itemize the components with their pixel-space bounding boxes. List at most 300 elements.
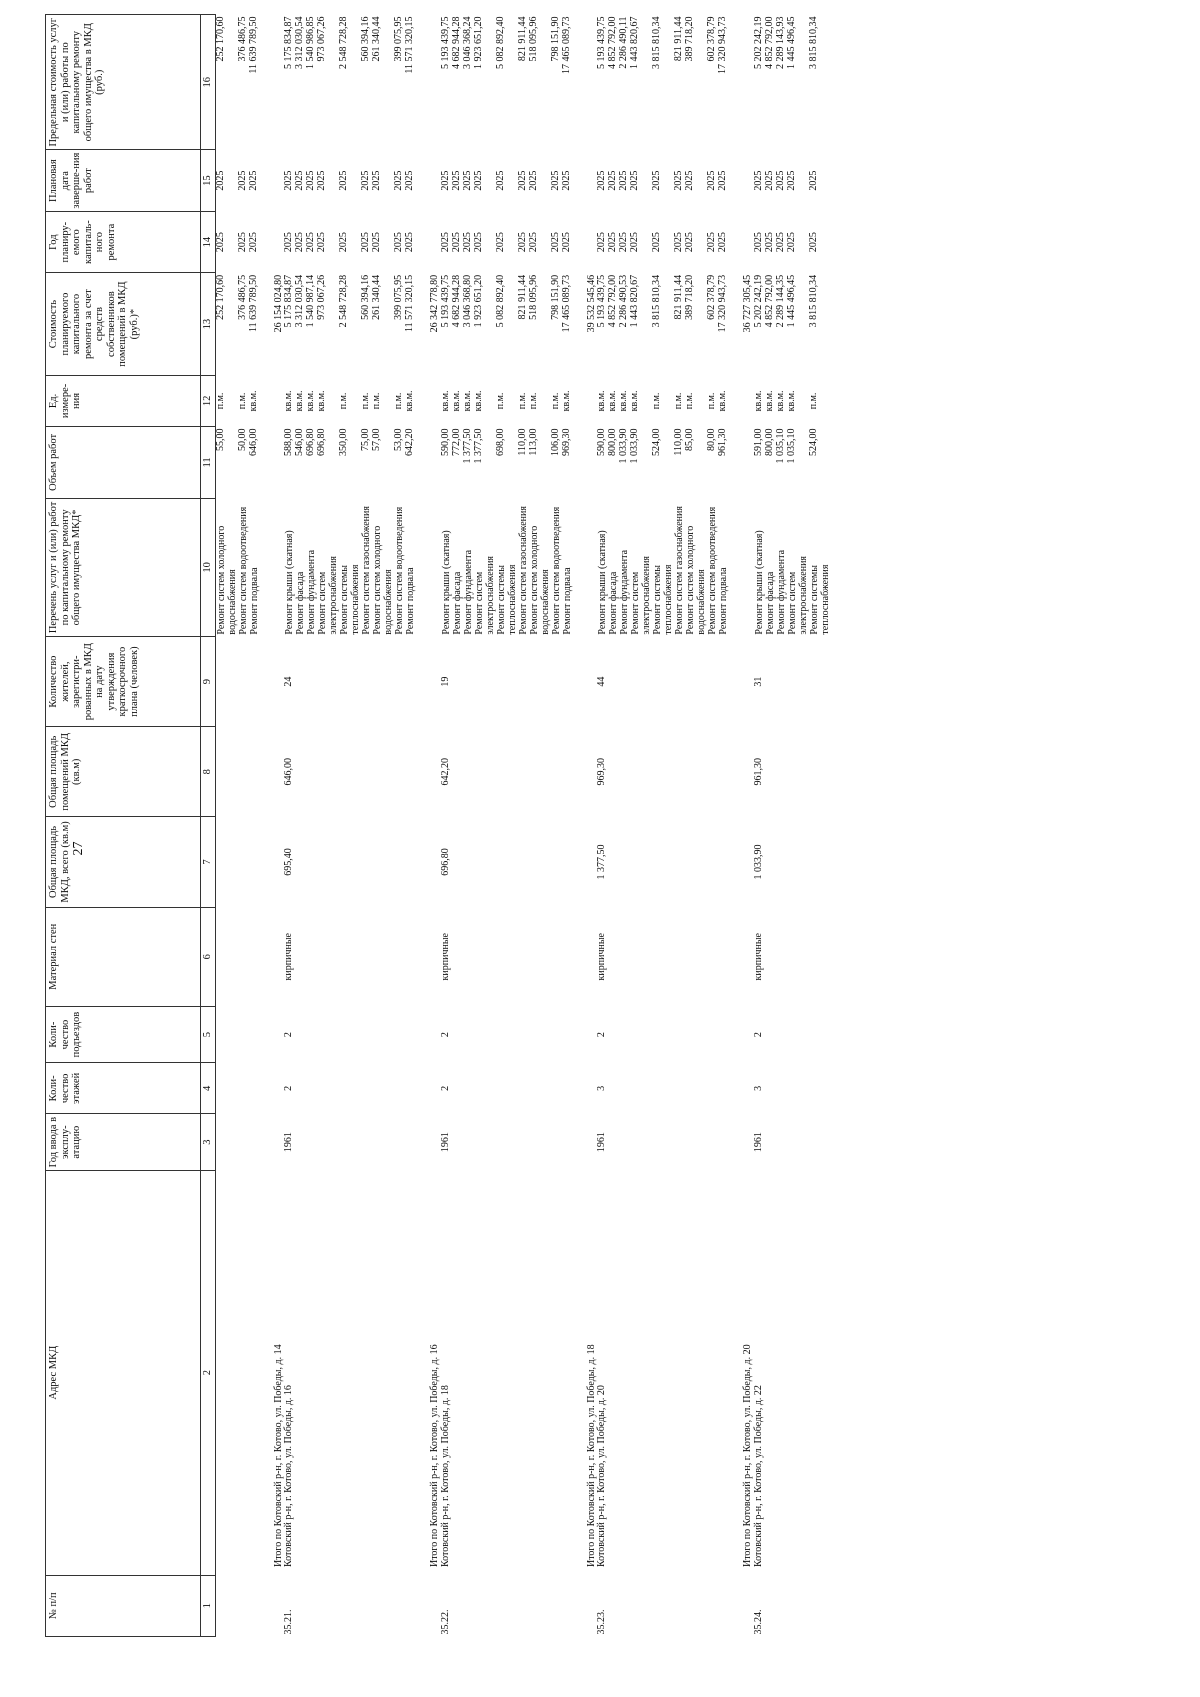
- work-date: 2025: [774, 170, 786, 191]
- empty-cell: [463, 727, 474, 817]
- empty-cell: [573, 498, 598, 636]
- empty-cell: [496, 1063, 518, 1114]
- work-volume: 590,00: [596, 428, 608, 457]
- work-unit: кв.м.: [785, 390, 797, 412]
- empty-cell: [718, 727, 729, 817]
- total-area: 695,40: [283, 848, 295, 876]
- total-area: 1 033,90: [752, 844, 764, 880]
- work-limit: 798 151,90: [549, 16, 561, 62]
- page-number: 27: [71, 841, 86, 856]
- empty-cell: [249, 1006, 260, 1062]
- work-volume: 698,00: [494, 428, 506, 457]
- work-volume: 80,00: [706, 428, 718, 452]
- empty-cell: [518, 1114, 529, 1170]
- empty-cell: [215, 637, 238, 727]
- build-year: 1961: [752, 1132, 764, 1153]
- empty-cell: [463, 817, 474, 907]
- empty-cell: [551, 637, 562, 727]
- column-number: 5: [201, 1006, 216, 1062]
- work-unit: п.м.: [549, 392, 561, 410]
- work-row: [707, 15, 718, 1637]
- work-date: 2025: [404, 170, 416, 191]
- work-date: 2025: [338, 170, 350, 191]
- work-row: [765, 15, 776, 1637]
- total-row: [573, 15, 598, 1637]
- work-limit: 5 202 242,19: [752, 16, 764, 69]
- work-year: 2025: [247, 232, 259, 253]
- work-unit: п.м.: [684, 392, 696, 410]
- empty-cell: [573, 15, 598, 150]
- work-year: 2025: [673, 232, 685, 253]
- empty-cell: [765, 817, 776, 907]
- column-header: Ед. измере-ния: [46, 375, 201, 426]
- empty-cell: [463, 907, 474, 1006]
- work-volume: 696,80: [305, 428, 317, 457]
- empty-cell: [238, 1114, 249, 1170]
- residents: 24: [283, 676, 295, 687]
- empty-cell: [729, 1006, 754, 1062]
- column-number: 2: [201, 1170, 216, 1575]
- work-cost: 5 202 242,19: [752, 274, 764, 328]
- work-date: 2025: [527, 170, 539, 191]
- empty-cell: [551, 907, 562, 1006]
- work-volume: 591,00: [752, 428, 764, 457]
- empty-cell: [674, 1170, 685, 1575]
- work-row: [474, 15, 496, 1637]
- work-limit: 4 682 944,28: [450, 16, 462, 69]
- work-limit: 2 548 728,28: [338, 16, 350, 69]
- work-name: Ремонт систем электроснабжения: [786, 555, 809, 635]
- work-volume: 75,00: [360, 428, 372, 452]
- empty-cell: [452, 727, 463, 817]
- work-cost: 1 445 496,45: [785, 274, 797, 328]
- work-cost: 5 082 892,40: [494, 274, 506, 328]
- empty-cell: [339, 1575, 361, 1636]
- empty-cell: [809, 727, 831, 817]
- work-unit: п.м.: [214, 392, 226, 410]
- empty-cell: [317, 1170, 339, 1575]
- empty-cell: [674, 1114, 685, 1170]
- work-row: [718, 15, 729, 1637]
- work-year: 2025: [684, 232, 696, 253]
- work-limit: 3 312 030,54: [294, 16, 306, 69]
- work-year: 2025: [618, 232, 630, 253]
- work-cost: 17 320 943,73: [717, 274, 729, 333]
- empty-cell: [573, 1114, 598, 1170]
- work-row: [652, 15, 674, 1637]
- work-limit: 973 067,26: [316, 16, 328, 62]
- empty-cell: [452, 1575, 463, 1636]
- work-name: Ремонт крыши (скатная): [753, 530, 765, 635]
- empty-cell: [416, 211, 441, 272]
- empty-cell: [765, 1063, 776, 1114]
- row-number: 35.22.: [439, 1609, 451, 1635]
- entrances: 2: [439, 1032, 451, 1038]
- total-cost: 26 342 778,80: [429, 274, 441, 333]
- empty-cell: [551, 1114, 562, 1170]
- empty-cell: [295, 817, 306, 907]
- work-volume: 969,30: [560, 428, 572, 457]
- total-label: Итого по Котовский р-н, г. Котово, ул. Победы, д. 14: [272, 1344, 284, 1568]
- empty-cell: [405, 1006, 416, 1062]
- work-cost: 389 718,20: [684, 274, 696, 320]
- empty-cell: [372, 1575, 394, 1636]
- empty-cell: [674, 1006, 685, 1062]
- empty-cell: [529, 1575, 551, 1636]
- work-cost: 3 815 810,34: [651, 274, 663, 328]
- empty-cell: [562, 1575, 573, 1636]
- work-unit: кв.м.: [717, 390, 729, 412]
- wall-material: кирпичные: [439, 933, 451, 981]
- empty-cell: [295, 1170, 306, 1575]
- floors: 2: [439, 1085, 451, 1091]
- empty-cell: [729, 907, 754, 1006]
- work-volume: 524,00: [807, 428, 819, 457]
- empty-cell: [776, 817, 787, 907]
- empty-cell: [809, 1575, 831, 1636]
- work-unit: кв.м.: [763, 390, 775, 412]
- building-address: Котовский р-н, г. Котово, ул. Победы, д. 18: [439, 1385, 451, 1568]
- empty-cell: [729, 211, 754, 272]
- empty-cell: [416, 907, 441, 1006]
- empty-cell: [416, 1575, 441, 1636]
- total-row: [729, 15, 754, 1637]
- empty-cell: [685, 907, 707, 1006]
- work-unit: кв.м.: [404, 390, 416, 412]
- work-date: 2025: [305, 170, 317, 191]
- empty-cell: [776, 1006, 787, 1062]
- empty-cell: [372, 637, 394, 727]
- work-cost: 5 193 439,75: [439, 274, 451, 328]
- column-header: Год ввода в эксплу-атацию: [46, 1114, 201, 1170]
- work-volume: 524,00: [651, 428, 663, 457]
- residents: 19: [439, 676, 451, 687]
- empty-cell: [518, 907, 529, 1006]
- empty-cell: [238, 1170, 249, 1575]
- empty-cell: [729, 375, 754, 426]
- work-year: 2025: [763, 232, 775, 253]
- work-volume: 800,00: [763, 428, 775, 457]
- work-row: [496, 15, 518, 1637]
- work-date: 2025: [560, 170, 572, 191]
- work-limit: 2 286 490,11: [618, 16, 630, 69]
- work-volume: 646,00: [247, 428, 259, 457]
- empty-cell: [718, 1006, 729, 1062]
- work-year: 2025: [516, 232, 528, 253]
- empty-cell: [238, 727, 249, 817]
- empty-cell: [295, 1006, 306, 1062]
- work-year: 2025: [717, 232, 729, 253]
- empty-cell: [452, 817, 463, 907]
- work-cost: 1 443 820,67: [629, 274, 641, 328]
- floors: 3: [596, 1085, 608, 1091]
- empty-cell: [608, 637, 619, 727]
- work-date: 2025: [673, 170, 685, 191]
- build-year: 1961: [439, 1132, 451, 1153]
- work-volume: 57,00: [371, 428, 383, 452]
- empty-cell: [260, 1575, 285, 1636]
- empty-cell: [260, 15, 285, 150]
- empty-cell: [529, 1170, 551, 1575]
- work-row: [372, 15, 394, 1637]
- empty-cell: [518, 727, 529, 817]
- empty-cell: [474, 1114, 496, 1170]
- empty-cell: [630, 637, 652, 727]
- work-limit: 3 815 810,34: [651, 16, 663, 69]
- work-year: 2025: [706, 232, 718, 253]
- work-row: [249, 15, 260, 1637]
- empty-cell: [361, 727, 372, 817]
- work-unit: кв.м.: [316, 390, 328, 412]
- work-name: Ремонт систем холодного водоснабжения: [685, 525, 708, 635]
- work-row: [339, 15, 361, 1637]
- work-date: 2025: [684, 170, 696, 191]
- empty-cell: [474, 907, 496, 1006]
- empty-cell: [215, 1114, 238, 1170]
- empty-cell: [452, 637, 463, 727]
- empty-cell: [787, 637, 809, 727]
- work-unit: п.м.: [516, 392, 528, 410]
- empty-cell: [809, 1170, 831, 1575]
- empty-cell: [562, 637, 573, 727]
- empty-cell: [562, 907, 573, 1006]
- work-limit: 5 175 834,87: [283, 16, 295, 69]
- work-name: Ремонт крыши (скатная): [440, 530, 452, 635]
- column-header: Материал стен: [46, 907, 201, 1006]
- empty-cell: [573, 375, 598, 426]
- work-year: 2025: [774, 232, 786, 253]
- work-cost: 798 151,90: [549, 274, 561, 320]
- column-number: 16: [201, 15, 216, 150]
- empty-cell: [608, 1114, 619, 1170]
- entrances: 2: [283, 1032, 295, 1038]
- work-cost: 252 170,60: [214, 274, 226, 320]
- empty-cell: [361, 1063, 372, 1114]
- work-limit: 17 320 943,73: [717, 16, 729, 74]
- wall-material: кирпичные: [752, 933, 764, 981]
- work-limit: 4 852 792,00: [607, 16, 619, 69]
- work-date: 2025: [393, 170, 405, 191]
- empty-cell: [674, 1575, 685, 1636]
- empty-cell: [474, 1006, 496, 1062]
- empty-cell: [249, 637, 260, 727]
- work-date: 2025: [316, 170, 328, 191]
- work-limit: 1 443 820,67: [629, 16, 641, 69]
- total-cost: 39 532 545,46: [585, 274, 597, 333]
- work-name: Ремонт подвала: [718, 567, 730, 635]
- work-year: 2025: [752, 232, 764, 253]
- work-row: [405, 15, 416, 1637]
- work-date: 2025: [294, 170, 306, 191]
- work-year: 2025: [461, 232, 473, 253]
- work-cost: 1 923 651,20: [472, 274, 484, 328]
- work-limit: 3 046 368,24: [461, 16, 473, 69]
- work-unit: п.м.: [807, 392, 819, 410]
- total-area: 696,80: [439, 848, 451, 876]
- empty-cell: [405, 1575, 416, 1636]
- empty-cell: [518, 817, 529, 907]
- empty-cell: [776, 637, 787, 727]
- work-date: 2025: [360, 170, 372, 191]
- empty-cell: [249, 1575, 260, 1636]
- column-number: 12: [201, 375, 216, 426]
- build-year: 1961: [283, 1132, 295, 1153]
- empty-cell: [776, 727, 787, 817]
- empty-cell: [238, 817, 249, 907]
- work-volume: 110,00: [516, 428, 528, 456]
- work-name: Ремонт подвала: [561, 567, 573, 635]
- work-row: [674, 15, 685, 1637]
- column-number: 15: [201, 150, 216, 211]
- total-label: Итого по Котовский р-н, г. Котово, ул. Победы, д. 20: [742, 1344, 754, 1568]
- work-date: 2025: [214, 170, 226, 191]
- work-row: [215, 15, 238, 1637]
- work-name: Ремонт фасада: [608, 571, 620, 635]
- column-header: Предельная стоимость услуг и (или) работы по капитальному ремонту общего имущества в МКД (руб.): [46, 15, 201, 150]
- work-year: 2025: [807, 232, 819, 253]
- work-unit: п.м.: [360, 392, 372, 410]
- empty-cell: [295, 727, 306, 817]
- work-unit: кв.м.: [607, 390, 619, 412]
- empty-cell: [306, 637, 317, 727]
- work-row: [551, 15, 562, 1637]
- empty-cell: [652, 907, 674, 1006]
- empty-cell: [551, 727, 562, 817]
- empty-cell: [260, 727, 285, 817]
- empty-cell: [776, 1063, 787, 1114]
- work-date: 2025: [607, 170, 619, 191]
- work-name: Ремонт фундамента: [462, 549, 474, 635]
- residents: 31: [752, 676, 764, 687]
- column-number: 3: [201, 1114, 216, 1170]
- work-volume: 772,00: [450, 428, 462, 457]
- empty-cell: [339, 1170, 361, 1575]
- work-date: 2025: [651, 170, 663, 191]
- work-date: 2025: [706, 170, 718, 191]
- empty-cell: [809, 1006, 831, 1062]
- work-date: 2025: [516, 170, 528, 191]
- work-limit: 560 394,16: [360, 16, 372, 62]
- work-date: 2025: [596, 170, 608, 191]
- work-name: Ремонт систем водоотведения: [394, 506, 406, 635]
- work-limit: 11 639 789,50: [247, 16, 259, 74]
- empty-cell: [306, 727, 317, 817]
- empty-cell: [463, 1006, 474, 1062]
- work-date: 2025: [629, 170, 641, 191]
- empty-cell: [765, 727, 776, 817]
- empty-cell: [452, 1063, 463, 1114]
- work-volume: 696,80: [316, 428, 328, 457]
- empty-cell: [729, 498, 754, 636]
- work-date: 2025: [439, 170, 451, 191]
- empty-cell: [249, 727, 260, 817]
- column-number: 8: [201, 727, 216, 817]
- empty-cell: [452, 1114, 463, 1170]
- work-name: Ремонт фасада: [295, 571, 307, 635]
- work-cost: 821 911,44: [673, 274, 685, 320]
- empty-cell: [729, 637, 754, 727]
- empty-cell: [562, 1114, 573, 1170]
- empty-cell: [474, 1575, 496, 1636]
- empty-cell: [260, 427, 285, 499]
- building-address: Котовский р-н, г. Котово, ул. Победы, д. 20: [596, 1385, 608, 1568]
- work-year: 2025: [404, 232, 416, 253]
- empty-cell: [630, 1170, 652, 1575]
- work-row: [562, 15, 573, 1637]
- work-cost: 5 175 834,87: [283, 274, 295, 328]
- empty-cell: [416, 498, 441, 636]
- empty-cell: [707, 637, 718, 727]
- empty-cell: [405, 1170, 416, 1575]
- empty-cell: [496, 907, 518, 1006]
- empty-cell: [394, 817, 405, 907]
- column-header: Стоимость планируемого капитального ремонта за счет средств собственников помещений в МКД (руб.)*: [46, 273, 201, 375]
- empty-cell: [317, 1006, 339, 1062]
- empty-cell: [562, 1006, 573, 1062]
- empty-cell: [619, 817, 630, 907]
- empty-cell: [729, 1575, 754, 1636]
- empty-cell: [652, 1006, 674, 1062]
- empty-cell: [306, 1575, 317, 1636]
- empty-cell: [463, 637, 474, 727]
- work-year: 2025: [450, 232, 462, 253]
- work-volume: 546,00: [294, 428, 306, 457]
- work-name: Ремонт систем электроснабжения: [473, 555, 496, 635]
- work-date: 2025: [247, 170, 259, 191]
- work-cost: 560 394,16: [360, 274, 372, 320]
- work-volume: 1 035,10: [785, 428, 797, 464]
- empty-cell: [339, 1063, 361, 1114]
- work-limit: 252 170,60: [214, 16, 226, 62]
- room-area: 646,00: [283, 758, 295, 786]
- table-header: [46, 15, 216, 1637]
- repair-plan-table: [45, 14, 831, 1637]
- work-unit: кв.м.: [305, 390, 317, 412]
- empty-cell: [317, 727, 339, 817]
- empty-cell: [551, 1006, 562, 1062]
- work-volume: 50,00: [236, 428, 248, 452]
- empty-cell: [306, 907, 317, 1006]
- empty-cell: [372, 1170, 394, 1575]
- empty-cell: [608, 1575, 619, 1636]
- work-name: Ремонт подвала: [405, 567, 417, 635]
- work-row: [463, 15, 474, 1637]
- empty-cell: [317, 1114, 339, 1170]
- empty-cell: [518, 637, 529, 727]
- work-year: 2025: [629, 232, 641, 253]
- empty-cell: [529, 1114, 551, 1170]
- work-limit: 1 445 496,45: [785, 16, 797, 69]
- work-date: 2025: [472, 170, 484, 191]
- column-header: Объем работ: [46, 427, 201, 499]
- work-year: 2025: [393, 232, 405, 253]
- empty-cell: [260, 1063, 285, 1114]
- empty-cell: [685, 1006, 707, 1062]
- empty-cell: [551, 1170, 562, 1575]
- empty-cell: [361, 1575, 372, 1636]
- empty-cell: [562, 727, 573, 817]
- work-cost: 11 571 320,15: [404, 274, 416, 332]
- building-address: Котовский р-н, г. Котово, ул. Победы, д. 22: [752, 1385, 764, 1568]
- empty-cell: [416, 15, 441, 150]
- empty-cell: [496, 727, 518, 817]
- empty-cell: [630, 1114, 652, 1170]
- empty-cell: [608, 1063, 619, 1114]
- empty-cell: [295, 637, 306, 727]
- work-unit: п.м.: [338, 392, 350, 410]
- empty-cell: [619, 637, 630, 727]
- work-volume: 1 035,10: [774, 428, 786, 464]
